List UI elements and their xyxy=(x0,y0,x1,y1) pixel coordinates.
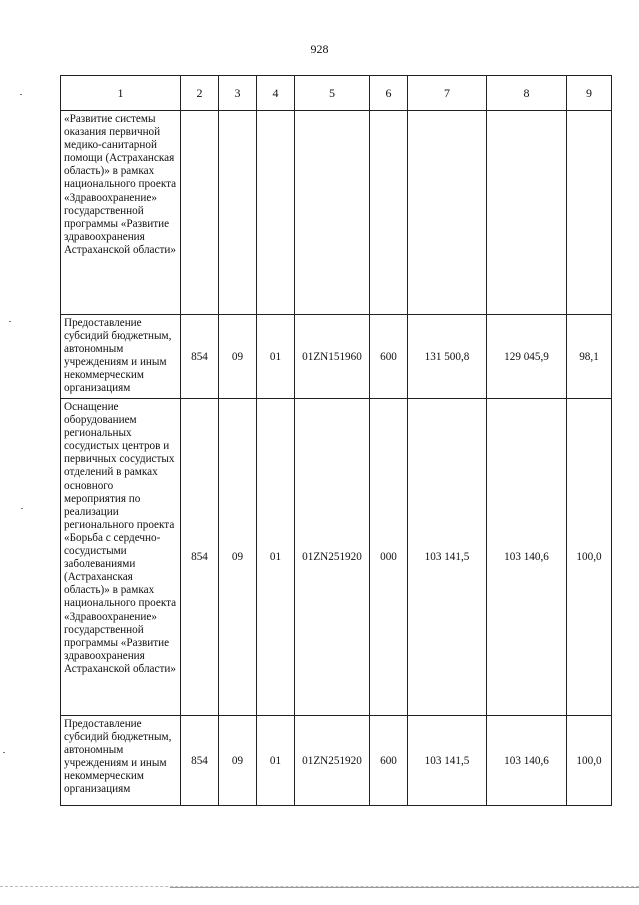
header-col-6: 6 xyxy=(370,76,408,111)
cell-section: 09 xyxy=(219,315,257,399)
header-col-8: 8 xyxy=(487,76,567,111)
cell-percent: 98,1 xyxy=(567,315,612,399)
cell-expense-type xyxy=(370,111,408,315)
table-row xyxy=(61,399,612,716)
cell-approved: 103 141,5 xyxy=(408,399,487,716)
cell-executed xyxy=(487,111,567,315)
cell-ministry-code: 854 xyxy=(181,399,219,716)
table-row xyxy=(61,111,612,315)
page-number: 928 xyxy=(310,42,329,56)
cell-target-article: 01ZN251920 xyxy=(295,399,370,716)
row-name: Предоставление субсидий бюджетным, автономным учреждениям и иным некоммерческим организациям xyxy=(61,315,181,399)
table-row xyxy=(61,716,612,806)
cell-percent: 100,0 xyxy=(567,399,612,716)
budget-table xyxy=(60,75,612,806)
cell-section: 09 xyxy=(219,716,257,806)
cell-ministry-code xyxy=(181,111,219,315)
cell-target-article xyxy=(295,111,370,315)
cell-approved: 131 500,8 xyxy=(408,315,487,399)
cell-percent: 100,0 xyxy=(567,716,612,806)
header-col-2: 2 xyxy=(181,76,219,111)
cell-ministry-code: 854 xyxy=(181,315,219,399)
table-row xyxy=(61,315,612,399)
cell-subsection: 01 xyxy=(257,716,295,806)
row-name: Оснащение оборудованием региональных сосудистых центров и первичных сосудистых отделений в рамках основного мероприятия по реализации регионального проекта «Борьба с сердечно-сосудистыми заболеваниями (Астраханская область)» в рамках национального проекта «Здравоохранение» государственной программы «Развитие здравоохранения Астраханской области» xyxy=(61,399,181,716)
header-col-4: 4 xyxy=(257,76,295,111)
cell-subsection: 01 xyxy=(257,399,295,716)
header-col-3: 3 xyxy=(219,76,257,111)
cell-expense-type: 000 xyxy=(370,399,408,716)
header-col-5: 5 xyxy=(295,76,370,111)
cell-expense-type: 600 xyxy=(370,315,408,399)
header-row xyxy=(61,76,612,111)
cell-ministry-code: 854 xyxy=(181,716,219,806)
row-name: Предоставление субсидий бюджетным, автономным учреждениям и иным некоммерческим организациям xyxy=(61,716,181,806)
cell-subsection: 01 xyxy=(257,315,295,399)
cell-executed: 129 045,9 xyxy=(487,315,567,399)
cell-executed: 103 140,6 xyxy=(487,716,567,806)
cell-target-article: 01ZN151960 xyxy=(295,315,370,399)
scan-edge-solid xyxy=(170,887,639,888)
row-name: «Развитие системы оказания первичной медико-санитарной помощи (Астраханская область)» в рамках национального проекта «Здравоохранение» государственной программы «Развитие здравоохранения Астраханской области» xyxy=(61,111,181,315)
cell-section xyxy=(219,111,257,315)
cell-section: 09 xyxy=(219,399,257,716)
cell-subsection xyxy=(257,111,295,315)
cell-expense-type: 600 xyxy=(370,716,408,806)
cell-percent xyxy=(567,111,612,315)
cell-approved xyxy=(408,111,487,315)
cell-approved: 103 141,5 xyxy=(408,716,487,806)
header-col-1: 1 xyxy=(61,76,181,111)
header-col-7: 7 xyxy=(408,76,487,111)
cell-target-article: 01ZN251920 xyxy=(295,716,370,806)
cell-executed: 103 140,6 xyxy=(487,399,567,716)
header-col-9: 9 xyxy=(567,76,612,111)
